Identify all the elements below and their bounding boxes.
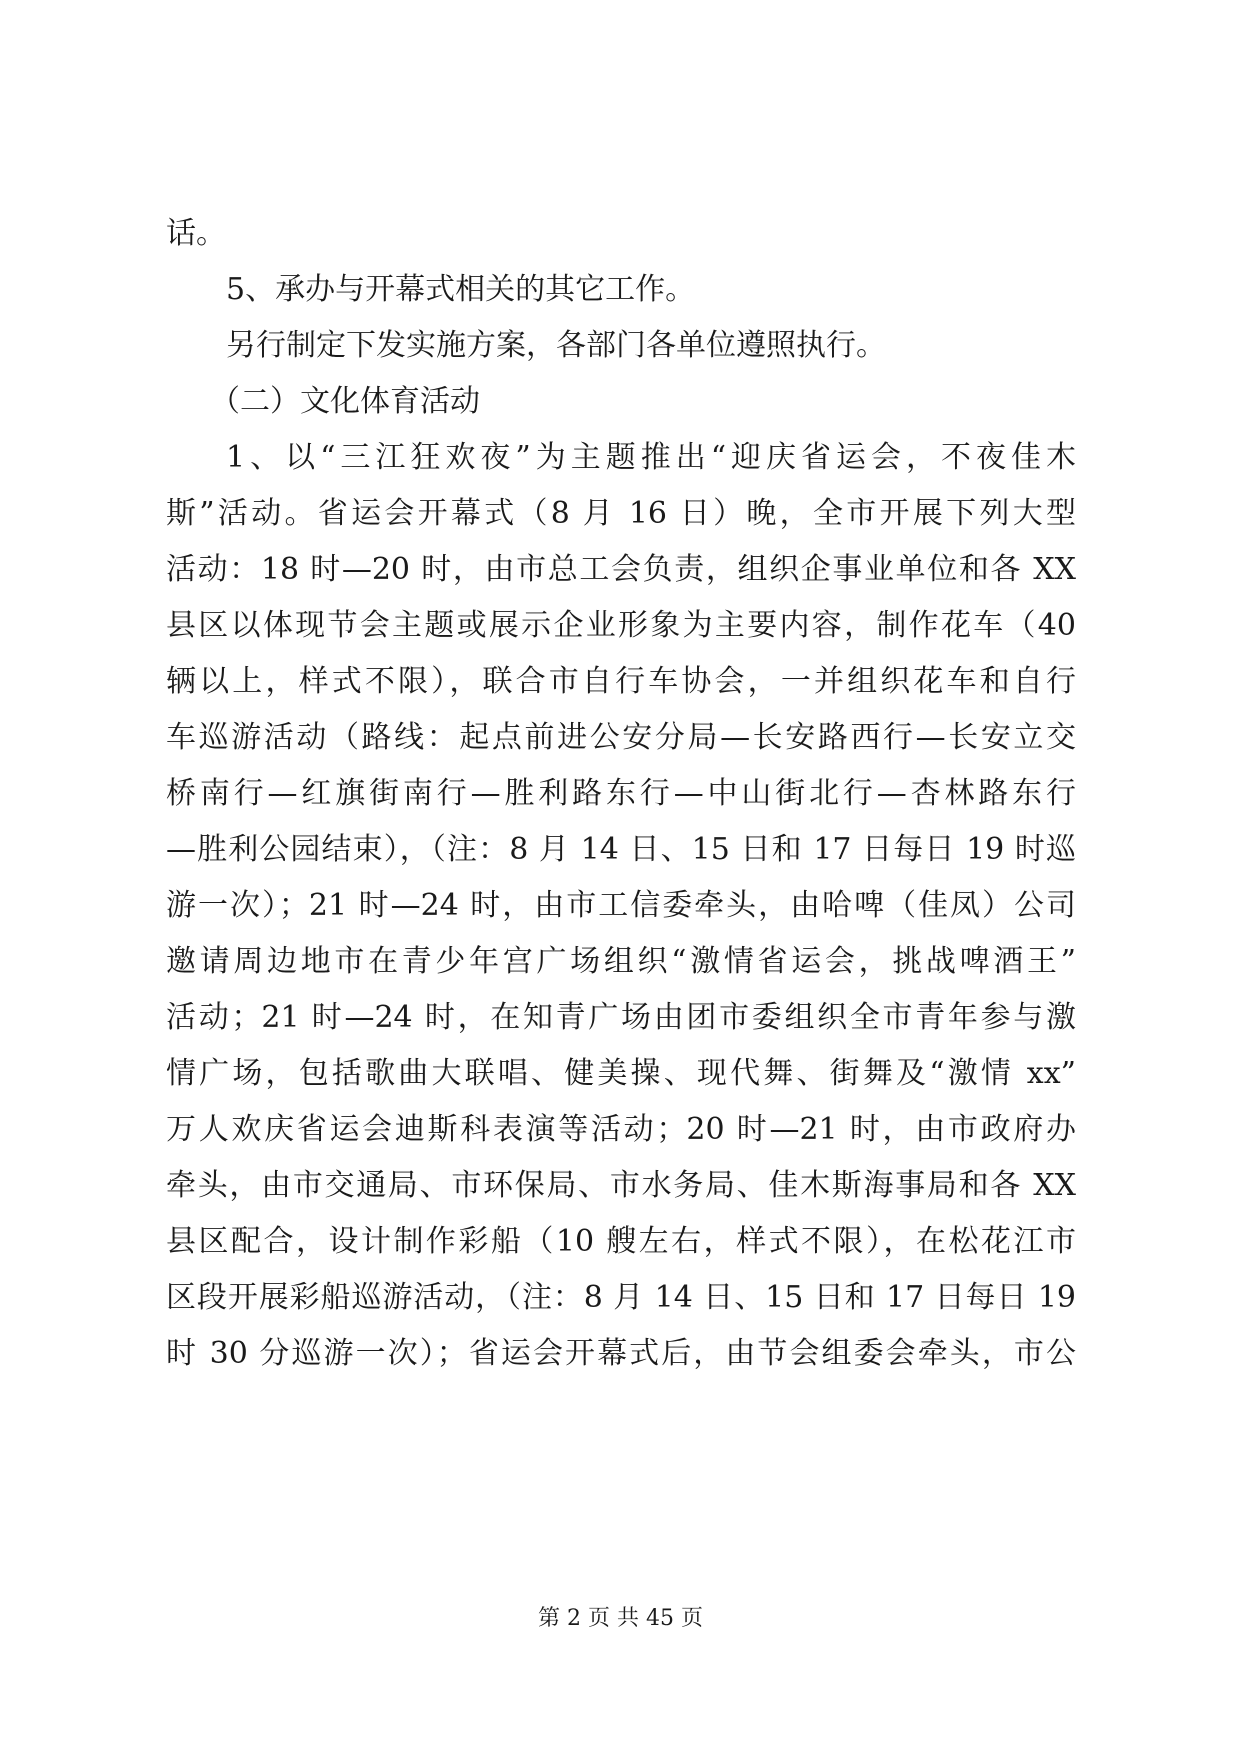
section-heading: （二）文化体育活动 xyxy=(210,384,480,419)
text-line: 5、承办与开幕式相关的其它工作。 xyxy=(226,272,696,307)
text-line: 斯”活动。省运会开幕式（8 月 16 日）晚，全市开展下列大型 xyxy=(166,496,1076,531)
text-line: —胜利公园结束），（注：8 月 14 日、15 日和 17 日每日 19 时巡 xyxy=(166,832,1076,867)
page-footer: 第 2 页 共 45 页 xyxy=(538,1606,703,1631)
text-line: 县区以体现节会主题或展示企业形象为主要内容，制作花车（40 xyxy=(166,608,1076,643)
text-line: 桥南行—红旗街南行—胜利路东行—中山街北行—杏林路东行 xyxy=(166,776,1076,811)
text-line: 辆以上，样式不限），联合市自行车协会，一并组织花车和自行 xyxy=(166,664,1076,699)
text-line: 区段开展彩船巡游活动，（注：8 月 14 日、15 日和 17 日每日 19 xyxy=(166,1280,1076,1315)
text-line: 活动；21 时—24 时，在知青广场由团市委组织全市青年参与激 xyxy=(166,1000,1076,1035)
text-line: 县区配合，设计制作彩船（10 艘左右，样式不限），在松花江市 xyxy=(166,1224,1076,1259)
text-line: 牵头，由市交通局、市环保局、市水务局、佳木斯海事局和各 XX xyxy=(166,1168,1076,1203)
text-line: 活动：18 时—20 时，由市总工会负责，组织企事业单位和各 XX xyxy=(166,552,1076,587)
text-line: 话。 xyxy=(166,216,226,251)
text-line: 时 30 分巡游一次）；省运会开幕式后，由节会组委会牵头，市公 xyxy=(166,1336,1076,1371)
text-line: 邀请周边地市在青少年宫广场组织“激情省运会，挑战啤酒王” xyxy=(166,944,1076,979)
text-line: 1、以“三江狂欢夜”为主题推出“迎庆省运会，不夜佳木 xyxy=(226,440,1076,475)
text-line: 万人欢庆省运会迪斯科表演等活动；20 时—21 时，由市政府办 xyxy=(166,1112,1076,1147)
text-line: 情广场，包括歌曲大联唱、健美操、现代舞、街舞及“激情 xx” xyxy=(166,1056,1076,1091)
text-line: 车巡游活动（路线：起点前进公安分局—长安路西行—长安立交 xyxy=(166,720,1076,755)
text-line: 另行制定下发实施方案，各部门各单位遵照执行。 xyxy=(226,328,886,363)
text-line: 游一次）；21 时—24 时，由市工信委牵头，由哈啤（佳凤）公司 xyxy=(166,888,1076,923)
